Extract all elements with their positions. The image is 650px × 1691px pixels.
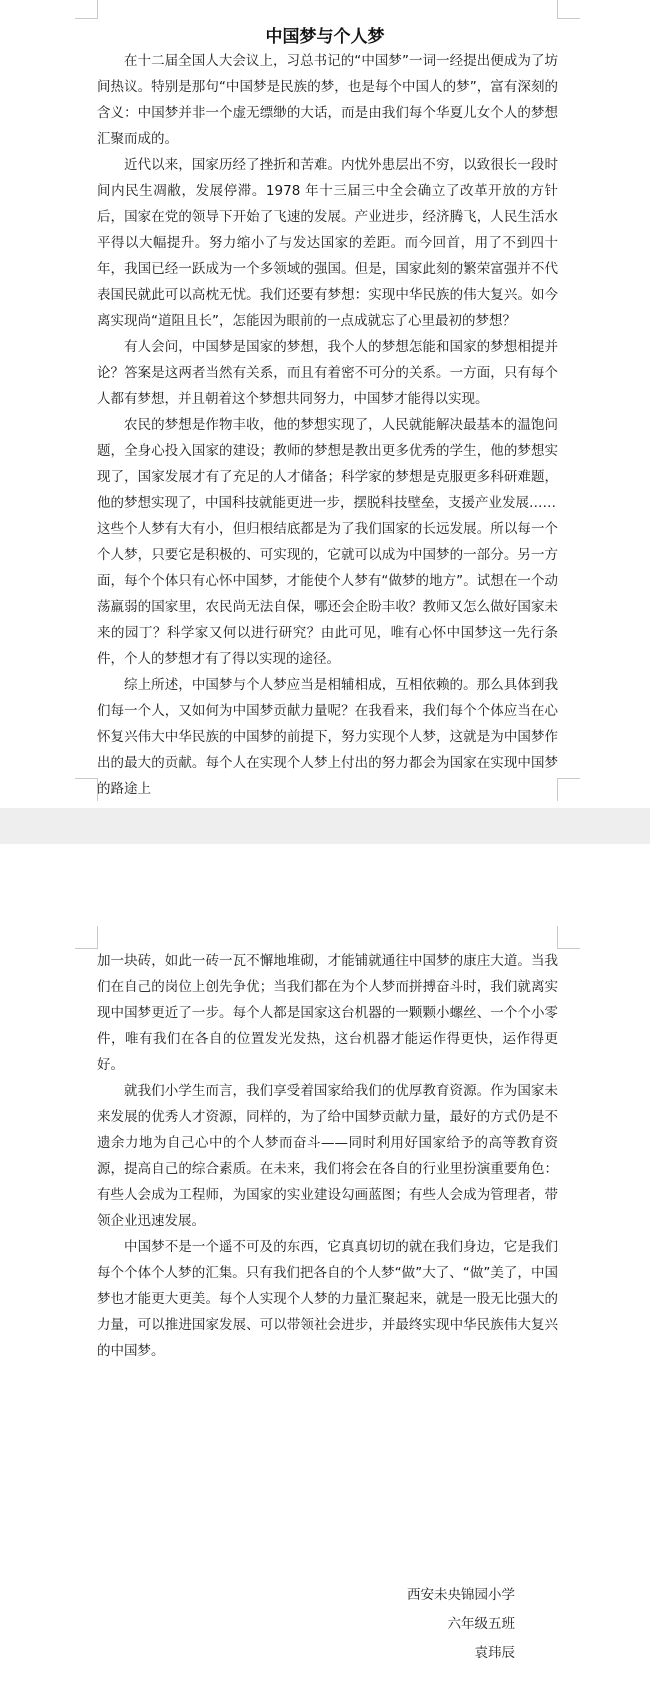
- paragraph: 中国梦不是一个遥不可及的东西，它真真切切的就在我们身边，它是我们每个个体个人梦的汇集。只有我们把各自的个人梦“做”大了、“做”美了，中国梦也才能更大更美。每个人实现个人梦的力量汇聚起来，就是一股无比强大的力量，可以推进国家发展、可以带领社会进步，并最终实现中华民族伟大复兴的中国梦。: [97, 1239, 558, 1359]
- paragraph: 在十二届全国人大会议上，习总书记的“中国梦”一词一经提出便成为了坊间热议。特别是那句“中国梦是民族的梦，也是每个中国人的梦”，富有深刻的含义：中国梦并非一个虚无缥缈的大话，而是由我们每个华夏儿女个人的梦想汇聚而成的。: [97, 53, 558, 147]
- page-1-body: [97, 48, 558, 802]
- margin-mark-top-right: [557, 926, 580, 949]
- signature-author: 袁玮辰: [474, 1645, 515, 1661]
- paragraph: 就我们小学生而言，我们享受着国家给我们的优厚教育资源。作为国家未来发展的优秀人才资源，同样的，为了给中国梦贡献力量，最好的方式仍是不遗余力地为自己心中的个人梦而奋斗——同时利用好国家给予的高等教育资源，提高自己的综合素质。在未来，我们将会在各自的行业里扮演重要角色：有些人会成为工程师，为国家的实业建设勾画蓝图；有些人会成为管理者，带领企业迅速发展。: [97, 1083, 558, 1229]
- paragraph: 综上所述，中国梦与个人梦应当是相辅相成，互相依赖的。那么具体到我们每一个人，又如何为中国梦贡献力量呢？在我看来，我们每个个体应当在心怀复兴伟大中华民族的中国梦的前提下，努力实现个人梦，这就是为中国梦作出的最大的贡献。每个人在实现个人梦上付出的努力都会为国家在实现中国梦的路途上: [97, 677, 558, 797]
- paragraph: 农民的梦想是作物丰收，他的梦想实现了，人民就能解决最基本的温饱问题，全身心投入国家的建设；教师的梦想是教出更多优秀的学生，他的梦想实现了，国家发展才有了充足的人才储备；科学家的梦想是克服更多科研难题，他的梦想实现了，中国科技就能更进一步，摆脱科技壁垒，支援产业发展……: [97, 417, 558, 511]
- paragraph: 近代以来，国家历经了挫折和苦难。内忧外患层出不穷，以致很长一段时间内民生凋敝，发展停滞。1978 年十三届三中全会确立了改革开放的方针后，国家在党的领导下开始了飞速的发展。产业进步，经济腾飞，人民生活水平得以大幅提升。努力缩小了与发达国家的差距。而今回首，用了不到四十年，我国已经一跃成为一个多领域的强国。但是，国家此刻的繁荣富强并不代表国民就此可以高枕无忧。我们还要有梦想：实现中华民族的伟大复兴。如今离实现尚“道阻且长”，怎能因为眼前的一点成就忘了心里最初的梦想？: [97, 157, 558, 329]
- margin-mark-top-left: [75, 0, 98, 19]
- paragraph: 加一块砖，如此一砖一瓦不懈地堆砌，才能铺就通往中国梦的康庄大道。当我们在自己的岗位上创先争优；当我们都在为个人梦而拼搏奋斗时，我们就离实现中国梦更近了一步。每个人都是国家这台机器的一颗颗小螺丝、一个个小零件，唯有我们在各自的位置发光发热，这台机器才能运作得更快，运作得更好。: [97, 953, 558, 1073]
- page-2-body: [97, 948, 558, 1364]
- margin-mark-top-right: [557, 0, 580, 19]
- margin-mark-bottom-left: [75, 778, 98, 801]
- page-gap: [0, 808, 650, 844]
- margin-mark-top-left: [75, 926, 98, 949]
- signature-class: 六年级五班: [447, 1616, 515, 1632]
- document-page-2: [0, 844, 650, 1691]
- signature-block: [407, 1581, 515, 1668]
- paragraph: 这些个人梦有大有小，但归根结底都是为了我们国家的长远发展。所以每一个个人梦，只要它是积极的、可实现的，它就可以成为中国梦的一部分。另一方面，每个个体只有心怀中国梦，才能使个人梦有“做梦的地方”。试想在一个动荡羸弱的国家里，农民尚无法自保，哪还会企盼丰收？教师又怎么做好国家未来的园丁？科学家又何以进行研究？由此可见，唯有心怀中国梦这一先行条件，个人的梦想才有了得以实现的途径。: [97, 521, 558, 667]
- paragraph: 有人会问，中国梦是国家的梦想，我个人的梦想怎能和国家的梦想相提并论？答案是这两者当然有关系，而且有着密不可分的关系。一方面，只有每个人都有梦想，并且朝着这个梦想共同努力，中国梦才能得以实现。: [97, 339, 558, 407]
- signature-school: 西安未央锦园小学: [407, 1587, 515, 1603]
- margin-mark-bottom-right: [557, 778, 580, 801]
- document-page-1: [0, 0, 650, 808]
- document-title: 中国梦与个人梦: [265, 27, 385, 47]
